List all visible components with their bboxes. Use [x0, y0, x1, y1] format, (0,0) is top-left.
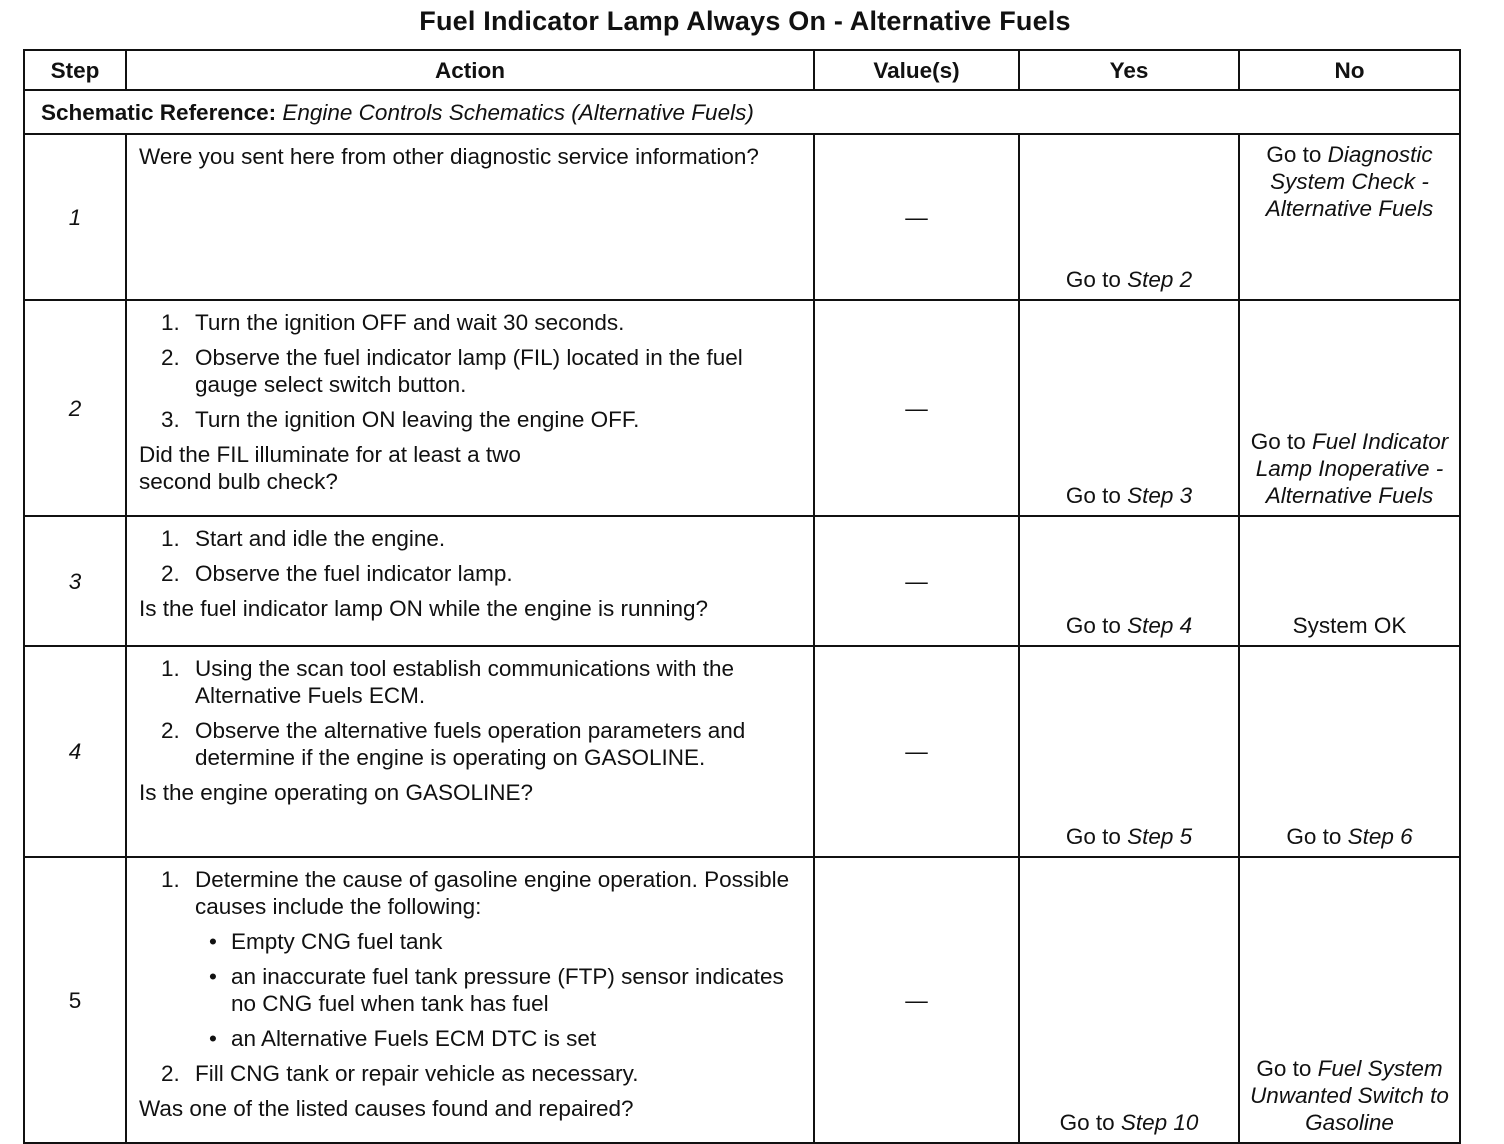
- action-steps: [139, 525, 801, 587]
- no-cell: [1239, 300, 1460, 516]
- list-item: [139, 525, 801, 552]
- yes-prefix: Go to: [1065, 613, 1128, 638]
- bullet-glyph: •: [209, 929, 217, 954]
- bullet-item: [195, 1025, 801, 1052]
- step-number: 2: [24, 300, 126, 516]
- item-number: 1.: [161, 656, 180, 681]
- no-link: Step 6: [1347, 824, 1413, 849]
- list-item: [139, 406, 801, 433]
- no-prefix: Go to: [1250, 429, 1312, 454]
- document-title: Fuel Indicator Lamp Always On - Alternative Fuels: [419, 6, 1071, 36]
- header-no: No: [1239, 50, 1460, 90]
- table-row: [24, 646, 1460, 857]
- list-item: [139, 309, 801, 336]
- value-cell: —: [814, 300, 1019, 516]
- item-text: Start and idle the engine.: [195, 526, 446, 551]
- yes-link: Step 4: [1127, 613, 1193, 638]
- item-number: 2.: [161, 345, 180, 370]
- list-item: [139, 655, 801, 709]
- item-number: 3.: [161, 407, 180, 432]
- header-row: [24, 50, 1460, 90]
- item-number: 2.: [161, 1061, 180, 1086]
- bullet-text: Empty CNG fuel tank: [231, 929, 443, 954]
- no-cell: [1239, 646, 1460, 857]
- yes-cell: [1019, 134, 1239, 300]
- action-cell: [126, 516, 814, 646]
- item-text: Using the scan tool establish communications with the Alternative Fuels ECM.: [195, 656, 735, 708]
- schematic-reference: Engine Controls Schematics (Alternative Fuels): [282, 99, 754, 125]
- item-text: Determine the cause of gasoline engine operation. Possible causes include the following:: [195, 867, 790, 919]
- yes-prefix: Go to: [1065, 267, 1128, 292]
- yes-link: Step 3: [1127, 483, 1193, 508]
- action-cell: [126, 300, 814, 516]
- yes-cell: [1019, 516, 1239, 646]
- bullet-item: [195, 963, 801, 1017]
- yes-cell: [1019, 857, 1239, 1143]
- question-text: Was one of the listed causes found and repaired?: [139, 1096, 634, 1121]
- item-text: Observe the fuel indicator lamp (FIL) located in the fuel gauge select switch button.: [195, 345, 743, 397]
- value-cell: —: [814, 646, 1019, 857]
- yes-prefix: Go to: [1065, 483, 1128, 508]
- bullet-text: an inaccurate fuel tank pressure (FTP) sensor indicates no CNG fuel when tank has fuel: [231, 964, 784, 1016]
- table-row: [24, 134, 1460, 300]
- value-cell: —: [814, 516, 1019, 646]
- yes-prefix: Go to: [1059, 1110, 1121, 1135]
- yes-cell: [1019, 300, 1239, 516]
- bullet-glyph: •: [209, 964, 217, 989]
- header-step: Step: [24, 50, 126, 90]
- table-row: [24, 857, 1460, 1143]
- yes-link: Step 2: [1127, 267, 1193, 292]
- yes-link: Step 10: [1120, 1110, 1199, 1135]
- bullet-glyph: •: [209, 1026, 217, 1051]
- header-yes: Yes: [1019, 50, 1239, 90]
- step-number: 5: [24, 857, 126, 1143]
- no-link: Fuel Indicator Lamp Inoperative - Alternative Fuels: [1255, 429, 1449, 508]
- question-text: Is the fuel indicator lamp ON while the engine is running?: [139, 596, 709, 621]
- question-text: Is the engine operating on GASOLINE?: [139, 780, 534, 805]
- schematic-row: [24, 90, 1460, 134]
- item-text: Turn the ignition ON leaving the engine OFF.: [195, 407, 640, 432]
- question-text: Did the FIL illuminate for at least a two second bulb check?: [139, 442, 521, 494]
- cause-list: [195, 928, 801, 1052]
- action-steps: [139, 866, 801, 1087]
- item-number: 1.: [161, 526, 180, 551]
- item-text: Fill CNG tank or repair vehicle as necessary.: [195, 1061, 639, 1086]
- yes-prefix: Go to: [1065, 824, 1128, 849]
- action-steps: [139, 309, 801, 433]
- schematic-cell: [24, 90, 1460, 134]
- action-cell: [126, 857, 814, 1143]
- no-prefix: Go to: [1266, 142, 1328, 167]
- bullet-item: [195, 928, 801, 955]
- bullet-text: an Alternative Fuels ECM DTC is set: [231, 1026, 597, 1051]
- action-cell: [126, 134, 814, 300]
- value-cell: —: [814, 857, 1019, 1143]
- value-cell: —: [814, 134, 1019, 300]
- item-number: 2.: [161, 718, 180, 743]
- question-text: Were you sent here from other diagnostic service information?: [139, 144, 759, 169]
- table-row: [24, 516, 1460, 646]
- list-item: [139, 560, 801, 587]
- schematic-label: Schematic Reference:: [41, 99, 277, 125]
- list-item: [139, 1060, 801, 1087]
- item-number: 2.: [161, 561, 180, 586]
- list-item: [139, 717, 801, 771]
- no-prefix: Go to: [1286, 824, 1348, 849]
- step-number: 3: [24, 516, 126, 646]
- yes-cell: [1019, 646, 1239, 857]
- table-row: [24, 300, 1460, 516]
- no-link: Fuel System Unwanted Switch to Gasoline: [1250, 1056, 1449, 1135]
- step-number: 1: [24, 134, 126, 300]
- no-cell: [1239, 134, 1460, 300]
- no-prefix: Go to: [1256, 1056, 1318, 1081]
- no-cell: [1239, 516, 1460, 646]
- list-item: [139, 866, 801, 1052]
- item-number: 1.: [161, 310, 180, 335]
- header-action: Action: [126, 50, 814, 90]
- item-text: Turn the ignition OFF and wait 30 seconds.: [195, 310, 625, 335]
- item-number: 1.: [161, 867, 180, 892]
- step-number: 4: [24, 646, 126, 857]
- item-text: Observe the fuel indicator lamp.: [195, 561, 513, 586]
- item-text: Observe the alternative fuels operation parameters and determine if the engine is operating on GASOLINE.: [195, 718, 746, 770]
- no-text: System OK: [1292, 613, 1407, 638]
- action-cell: [126, 646, 814, 857]
- list-item: [139, 344, 801, 398]
- diagnostic-table: [23, 49, 1461, 1144]
- no-cell: [1239, 857, 1460, 1143]
- yes-link: Step 5: [1127, 824, 1193, 849]
- no-link: Diagnostic System Check - Alternative Fuels: [1265, 142, 1434, 221]
- header-values: Value(s): [814, 50, 1019, 90]
- action-steps: [139, 655, 801, 771]
